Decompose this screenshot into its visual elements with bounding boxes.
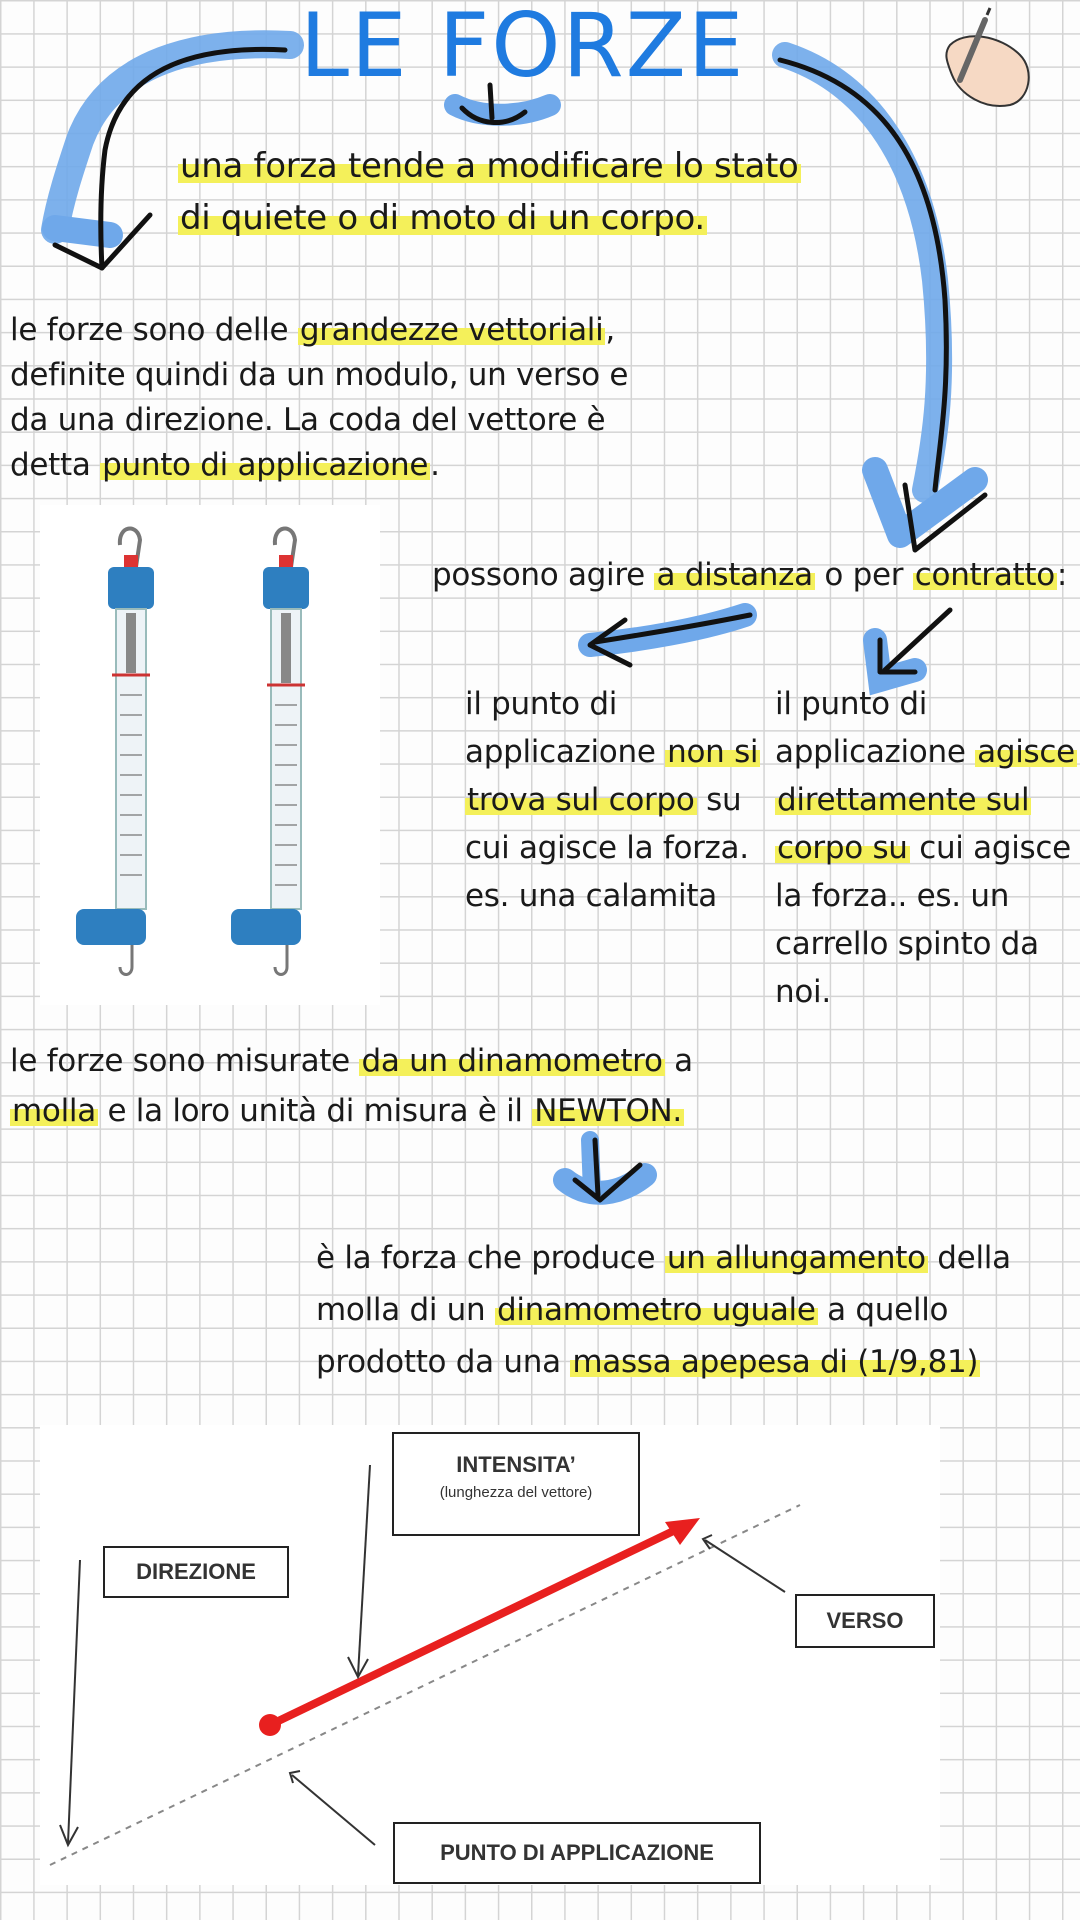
dynamometer-photo	[40, 505, 380, 1005]
force-vector	[270, 1523, 690, 1725]
measure-paragraph: le forze sono misurate da un dinamometro a molla e la loro unità di misura è il NEWTON.	[10, 1043, 693, 1129]
intro-text: una forza tende a modificare lo stato di quiete o di moto di un corpo.	[180, 146, 799, 238]
action-text: possono agire a distanza o per contratto:	[432, 557, 1068, 593]
dynamometer-2	[231, 529, 309, 975]
direction-label: DIREZIONE	[103, 1546, 289, 1598]
right-arrow-brush	[785, 55, 939, 490]
contact-explanation: il punto di applicazione agisce direttamente sul corpo su cui agisce la forza.. es. un carrello spinto da noi.	[775, 686, 1075, 1010]
application-point-label: PUNTO DI APPLICAZIONE	[393, 1822, 761, 1884]
newton-definition: è la forza che produce un allungamento della molla di un dinamometro uguale a quello prodotto da una massa apepesa di (1/9,81)	[316, 1240, 1011, 1380]
vector-paragraph: le forze sono delle grandezze vettoriali, definite quindi da un modulo, un verso e da una direzione. La coda del vettore è detta punto di applicazione.	[10, 312, 629, 483]
distance-explanation: il punto di applicazione non si trova sul corpo su cui agisce la forza. es. una calamita	[465, 686, 759, 914]
verso-label: VERSO	[795, 1594, 935, 1648]
intensity-label: INTENSITA’ (lunghezza del vettore)	[392, 1432, 640, 1536]
dynamometer-1	[76, 529, 154, 975]
application-point	[259, 1714, 281, 1736]
pencil-hand-icon	[930, 5, 1040, 105]
page-title: LE FORZE	[300, 0, 746, 97]
